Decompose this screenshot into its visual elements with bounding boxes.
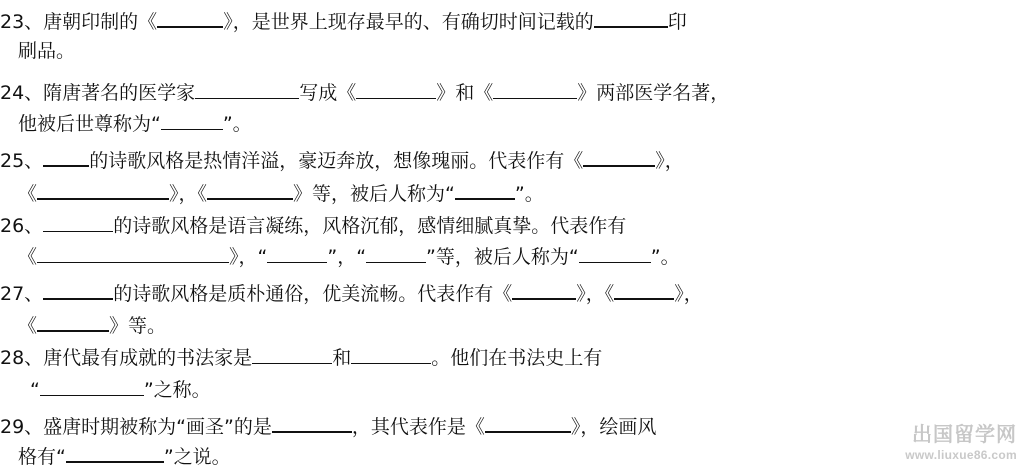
q27-text-6: 》等。 — [109, 315, 167, 337]
q26-text-3: 《 — [18, 246, 38, 268]
q24-blank-2 — [356, 80, 436, 99]
question-27-line-2 — [18, 312, 166, 337]
q27-text-5: 《 — [18, 315, 38, 337]
q26-text-5: ”，“ — [327, 246, 367, 268]
question-27-line-1 — [0, 280, 703, 305]
question-26-line-1 — [0, 213, 626, 237]
q29-blank-2 — [485, 413, 571, 433]
q23-text-1: 23、唐朝印制的《 — [0, 11, 158, 33]
q23-text-3: 印 — [667, 11, 687, 33]
q24-text-5: 他被后世尊称为“ — [18, 113, 161, 135]
q24-blank-1 — [195, 80, 299, 99]
q28-text-3: 。他们在书法史上有 — [431, 347, 603, 369]
watermark-title: 出国留学网 — [912, 422, 1017, 446]
q29-text-3: 》，绘画风 — [570, 416, 657, 438]
q27-text-3: 》，《 — [576, 283, 615, 305]
q24-text-4: 》两部医学名著， — [577, 82, 730, 104]
question-26-line-2 — [18, 244, 680, 268]
q26-blank-2 — [37, 244, 229, 263]
q28-text-1: 28、唐代最有成就的书法家是 — [0, 347, 253, 369]
q26-text-4: 》，“ — [229, 246, 268, 268]
q25-text-6: 》等，被后人称为“ — [293, 183, 455, 205]
q24-text-2: 写成《 — [299, 82, 357, 104]
q25-text-3: 》， — [655, 150, 684, 172]
question-24-line-1 — [0, 80, 729, 104]
q25-blank-2 — [583, 147, 655, 167]
q29-text-4: 格有“ — [18, 446, 66, 468]
question-25-line-1 — [0, 147, 684, 172]
q26-blank-1 — [43, 213, 113, 232]
q24-text-1: 24、隋唐著名的医学家 — [0, 82, 196, 104]
q27-blank-1 — [43, 280, 113, 300]
question-23-line-2 — [18, 40, 75, 62]
q25-blank-1 — [43, 147, 89, 167]
q26-blank-4 — [366, 244, 426, 263]
q24-blank-4 — [161, 111, 223, 130]
q25-blank-4 — [207, 180, 293, 200]
q25-text-7: ”。 — [514, 183, 544, 205]
q25-text-1: 25、 — [0, 150, 44, 172]
q25-blank-5 — [455, 180, 515, 200]
q26-text-6: ”等，被后人称为“ — [426, 246, 579, 268]
q26-text-2: 的诗歌风格是语言凝练，风格沉郁，感情细腻真挚。代表作有 — [113, 215, 627, 237]
q23-text-4: 刷品。 — [18, 40, 76, 62]
question-29-line-2 — [18, 443, 231, 468]
q28-text-5: ”之称。 — [143, 379, 211, 401]
question-29-line-1 — [0, 413, 656, 438]
question-24-line-2 — [18, 111, 252, 135]
q28-blank-1 — [252, 345, 332, 364]
q28-blank-3 — [40, 377, 144, 396]
q28-text-4: “ — [30, 379, 40, 401]
q25-text-5: 》，《 — [169, 183, 208, 205]
q28-blank-2 — [351, 345, 431, 364]
q26-blank-3 — [267, 244, 327, 263]
q25-blank-3 — [37, 180, 169, 200]
q24-blank-3 — [493, 80, 577, 99]
q27-text-4: 》， — [674, 283, 703, 305]
q26-text-7: ”。 — [650, 246, 680, 268]
q25-text-2: 的诗歌风格是热情洋溢，豪迈奔放，想像瑰丽。代表作有《 — [89, 150, 584, 172]
site-watermark — [867, 418, 1017, 464]
q24-text-6: ”。 — [222, 113, 252, 135]
q25-text-4: 《 — [18, 183, 38, 205]
q27-blank-2 — [512, 280, 576, 300]
q29-text-5: ”之说。 — [163, 446, 231, 468]
q23-blank-1 — [157, 8, 223, 28]
q26-blank-5 — [579, 244, 651, 263]
q29-text-2: ，其代表作是《 — [351, 416, 485, 438]
q29-text-1: 29、盛唐时期被称为“画圣”的是 — [0, 416, 272, 438]
q26-text-1: 26、 — [0, 215, 44, 237]
watermark-url: www.liuxue86.com — [905, 448, 1017, 462]
q27-blank-3 — [614, 280, 674, 300]
question-28-line-1 — [0, 345, 602, 369]
q28-text-2: 和 — [332, 347, 352, 369]
q29-blank-1 — [272, 413, 352, 433]
question-28-line-2 — [30, 377, 211, 401]
q27-text-2: 的诗歌风格是质朴通俗，优美流畅。代表作有《 — [113, 283, 513, 305]
question-25-line-2 — [18, 180, 544, 205]
q23-text-2: 》，是世界上现存最早的、有确切时间记载的 — [223, 11, 594, 33]
q27-text-1: 27、 — [0, 283, 44, 305]
q23-blank-2 — [594, 8, 668, 28]
q24-text-3: 》和《 — [436, 82, 494, 104]
question-23-line-1 — [0, 8, 687, 33]
q29-blank-3 — [66, 443, 164, 463]
q27-blank-4 — [37, 312, 109, 332]
